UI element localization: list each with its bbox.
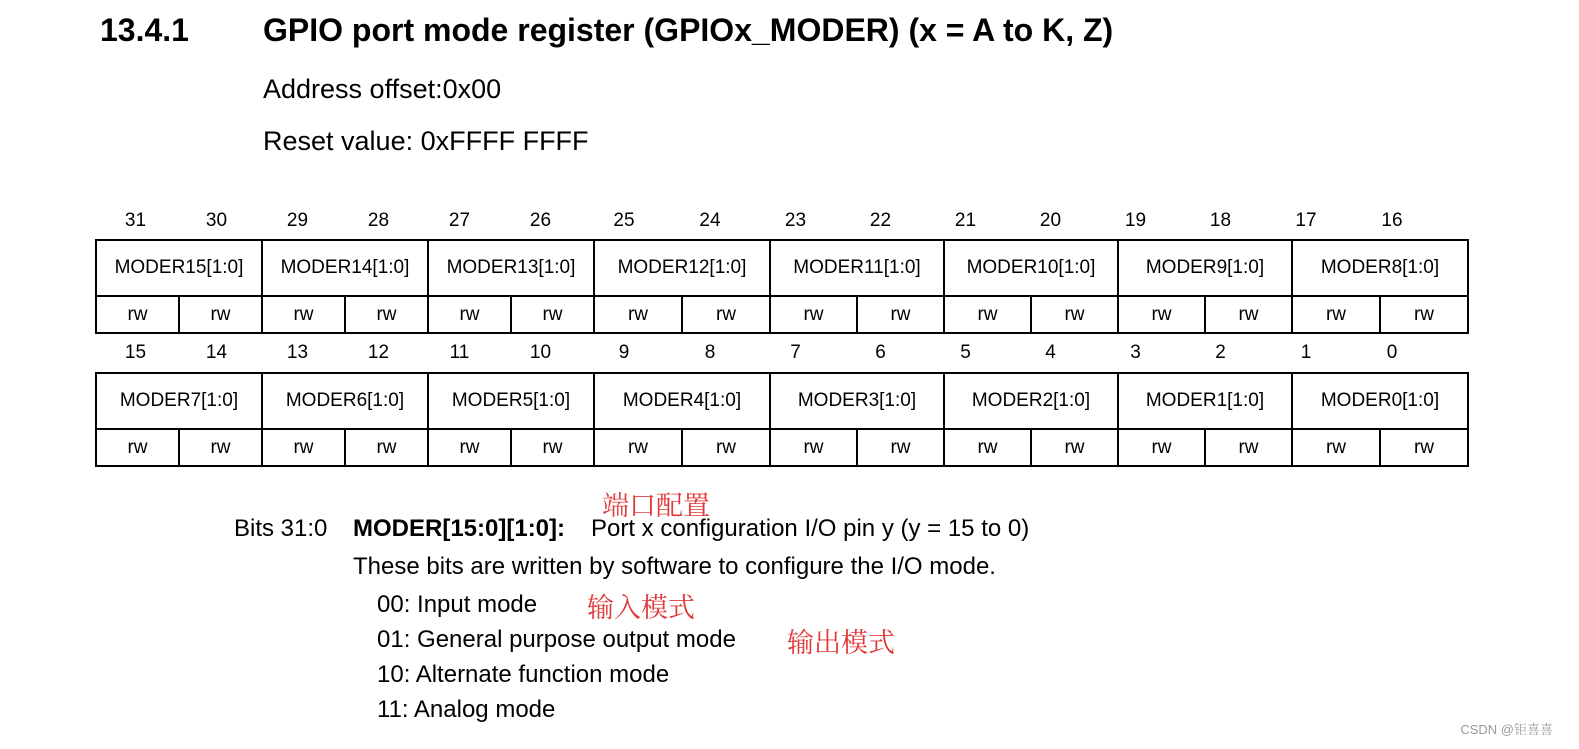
bit-number: 20 [1039, 210, 1062, 231]
field-name: MODER[15:0][1:0]: [353, 515, 566, 542]
field-cell: MODER3[1:0] [770, 373, 944, 429]
access-cell: rw [770, 429, 857, 466]
bit-number: 1 [1300, 342, 1312, 363]
bit-number: 16 [1381, 210, 1403, 231]
watermark: CSDN @钜喜喜 [1460, 722, 1553, 737]
bit-number: 8 [704, 342, 716, 363]
input-mode-annotation: 输入模式 [587, 593, 695, 624]
access-cell: rw [944, 296, 1031, 333]
bit-number: 19 [1124, 210, 1147, 231]
access-cell: rw [944, 429, 1031, 466]
section-number: 13.4.1 [100, 12, 189, 48]
field-cell: MODER15[1:0] [96, 240, 262, 296]
access-cell: rw [1031, 296, 1118, 333]
output-mode-annotation: 输出模式 [787, 628, 895, 659]
bit-number: 30 [205, 210, 228, 231]
register-table-upper [95, 239, 1469, 334]
access-cell: rw [1031, 429, 1118, 466]
mode-option: 11: Analog mode [377, 696, 556, 723]
access-cell: rw [96, 296, 179, 333]
access-cell: rw [594, 429, 682, 466]
bit-number: 12 [367, 342, 390, 363]
bit-number: 11 [449, 342, 470, 363]
address-offset: Address offset:0x00 [263, 74, 502, 104]
access-cell: rw [770, 296, 857, 333]
field-cell: MODER13[1:0] [428, 240, 594, 296]
field-cell: MODER5[1:0] [428, 373, 594, 429]
access-cell: rw [857, 429, 944, 466]
bit-number: 22 [869, 210, 892, 231]
bit-number: 9 [618, 342, 630, 363]
access-cell: rw [1118, 429, 1205, 466]
bit-number: 3 [1130, 342, 1141, 363]
access-cell: rw [428, 296, 511, 333]
bit-number: 27 [448, 210, 471, 231]
mode-option: 10: Alternate function mode [377, 661, 670, 688]
bit-number: 10 [529, 342, 552, 363]
reset-value: Reset value: 0xFFFF FFFF [263, 126, 589, 156]
field-summary: Port x configuration I/O pin y (y = 15 to 0) [591, 515, 1030, 542]
field-description: These bits are written by software to configure the I/O mode. [353, 553, 996, 580]
bit-number: 13 [286, 342, 309, 363]
bit-number: 29 [286, 210, 309, 231]
field-cell: MODER0[1:0] [1292, 373, 1468, 429]
access-cell: rw [428, 429, 511, 466]
access-cell: rw [1205, 429, 1292, 466]
access-cell: rw [682, 296, 770, 333]
bit-number: 28 [367, 210, 390, 231]
access-cell: rw [682, 429, 770, 466]
field-cell: MODER4[1:0] [594, 373, 770, 429]
bit-number: 15 [124, 342, 147, 363]
bit-number: 7 [790, 342, 801, 363]
bits-label: Bits 31:0 [234, 515, 328, 542]
bit-number: 31 [124, 210, 147, 231]
mode-option: 00: Input mode [377, 591, 538, 618]
port-config-annotation: 端口配置 [602, 491, 710, 522]
access-cell: rw [1118, 296, 1205, 333]
bit-number: 24 [699, 210, 721, 231]
field-cell: MODER8[1:0] [1292, 240, 1468, 296]
bit-number: 18 [1209, 210, 1232, 231]
register-table-lower [95, 372, 1469, 467]
access-cell: rw [857, 296, 944, 333]
field-cell: MODER7[1:0] [96, 373, 262, 429]
bit-number: 4 [1045, 342, 1056, 363]
section-title: GPIO port mode register (GPIOx_MODER) (x = A to K, Z) [263, 12, 1114, 48]
access-cell: rw [1380, 429, 1468, 466]
field-cell: MODER2[1:0] [944, 373, 1118, 429]
access-cell: rw [262, 296, 345, 333]
bit-number: 2 [1215, 342, 1226, 363]
field-cell: MODER9[1:0] [1118, 240, 1292, 296]
access-cell: rw [345, 429, 428, 466]
access-cell: rw [96, 429, 179, 466]
field-cell: MODER10[1:0] [944, 240, 1118, 296]
bit-number: 5 [960, 342, 971, 363]
bit-number: 25 [613, 210, 635, 231]
bit-number: 26 [529, 210, 552, 231]
access-cell: rw [1205, 296, 1292, 333]
bit-number: 0 [1386, 342, 1398, 363]
bit-number: 17 [1295, 210, 1317, 231]
field-cell: MODER6[1:0] [262, 373, 428, 429]
access-cell: rw [594, 296, 682, 333]
access-cell: rw [179, 429, 262, 466]
access-cell: rw [262, 429, 345, 466]
access-cell: rw [511, 296, 594, 333]
access-cell: rw [1292, 296, 1380, 333]
field-cell: MODER12[1:0] [594, 240, 770, 296]
access-cell: rw [1380, 296, 1468, 333]
field-cell: MODER14[1:0] [262, 240, 428, 296]
access-cell: rw [345, 296, 428, 333]
field-cell: MODER1[1:0] [1118, 373, 1292, 429]
access-cell: rw [1292, 429, 1380, 466]
access-cell: rw [511, 429, 594, 466]
mode-option: 01: General purpose output mode [377, 626, 736, 653]
field-cell: MODER11[1:0] [770, 240, 944, 296]
bit-number: 21 [954, 210, 977, 231]
bit-number: 14 [205, 342, 228, 363]
access-cell: rw [179, 296, 262, 333]
bit-number: 23 [784, 210, 807, 231]
bit-number: 6 [875, 342, 886, 363]
